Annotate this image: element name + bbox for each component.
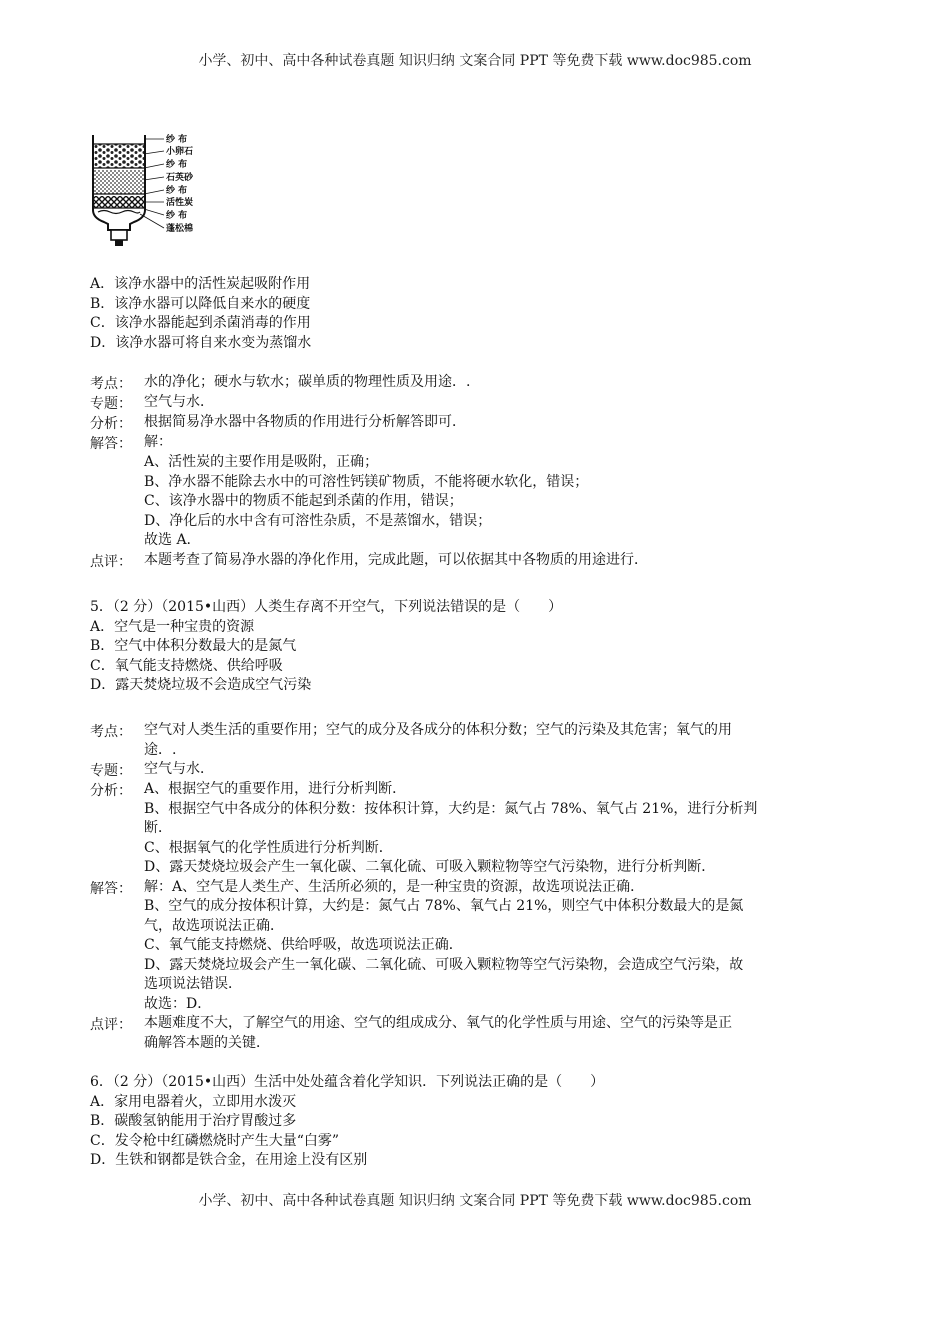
q4-solution — [90, 373, 870, 571]
page-header: 小学、初中、高中各种试卷真题 知识归纳 文案合同 PPT 等免费下载 www.doc985.com — [198, 53, 752, 69]
kaodian-label: 考点： — [90, 724, 132, 740]
option-b: B．碳酸氢钠能用于治疗胃酸过多 — [90, 1113, 297, 1129]
filter-label: 活性炭 — [166, 198, 194, 208]
jieda-line: 故选：D． — [144, 995, 212, 1012]
option-d: D．该净水器可将自来水变为蒸馏水 — [90, 334, 312, 351]
q5 — [90, 598, 562, 696]
jieda-label: 解答： — [90, 880, 132, 897]
question-stem: 6．（2 分）（2015•山西）生活中处处蕴含着化学知识．下列说法正确的是（ ） — [90, 1074, 605, 1090]
jieda-line: C、该净水器中的物质不能起到杀菌的作用，错误； — [144, 493, 463, 509]
option-a: A．空气是一种宝贵的资源 — [90, 618, 255, 635]
jieda-line: 气，故选项说法正确． — [144, 917, 284, 934]
filter-label: 纱 布 — [166, 186, 188, 196]
option-a: A．家用电器着火，立即用水泼灭 — [90, 1093, 297, 1110]
filter-label: 纱 布 — [166, 135, 188, 145]
option-c: C．氧气能支持燃烧、供给呼吸 — [90, 657, 283, 674]
kaodian-text: 空气对人类生活的重要作用；空气的成分及各成分的体积分数；空气的污染及其危害；氧气的用 — [144, 722, 732, 738]
jieda-line: C、氧气能支持燃烧、供给呼吸，故选项说法正确． — [144, 937, 463, 953]
jieda-line: 解：A、空气是人类生产、生活所必须的，是一种宝贵的资源，故选项说法正确． — [144, 878, 645, 895]
jieda-line: D、净化后的水中含有可溶性杂质，不是蒸馏水，错误； — [144, 512, 492, 529]
option-b: B．空气中体积分数最大的是氮气 — [90, 638, 297, 654]
zhuanti-label: 专题： — [90, 763, 132, 779]
option-d: D．露天焚烧垃圾不会造成空气污染 — [90, 677, 312, 693]
jieda-line: 选项说法错误． — [144, 976, 242, 992]
dianping-line: 确解答本题的关键． — [144, 1034, 270, 1051]
question-stem: 5．（2 分）（2015•山西）人类生存离不开空气，下列说法错误的是（ ） — [90, 599, 563, 615]
q5-solution — [90, 721, 870, 1053]
q6 — [90, 1073, 604, 1171]
kaodian-text: 水的净化；硬水与软水；碳单质的物理性质及用途．. — [144, 374, 471, 390]
dianping-line: 本题难度不大，了解空气的用途、空气的组成成分、氧气的化学性质与用途、空气的污染等是正 — [144, 1015, 732, 1031]
jieda-line: B、净水器不能除去水中的可溶性钙镁矿物质，不能将硬水软化，错误； — [144, 473, 589, 490]
kaodian-text: 途．. — [144, 741, 177, 758]
fenxi-text: 根据简易净水器中各物质的作用进行分析解答即可． — [144, 414, 466, 430]
option-c: C．该净水器能起到杀菌消毒的作用 — [90, 315, 311, 331]
dianping-label: 点评： — [90, 553, 132, 570]
jieda-label: 解答： — [90, 436, 132, 452]
water-filter-figure — [90, 130, 230, 250]
filter-label: 蓬松棉 — [166, 224, 194, 234]
page-footer: 小学、初中、高中各种试卷真题 知识归纳 文案合同 PPT 等免费下载 www.doc985.com — [198, 1193, 752, 1209]
zhuanti-text: 空气与水． — [144, 394, 214, 410]
fenxi-label: 分析： — [90, 416, 132, 432]
filter-label: 小卵石 — [166, 147, 194, 157]
q4-options — [90, 275, 311, 353]
fenxi-line: D、露天焚烧垃圾会产生一氧化碳、二氧化硫、可吸入颗粒物等空气污染物，进行分析判断． — [144, 859, 716, 875]
fenxi-line: C、根据氧气的化学性质进行分析判断． — [144, 839, 393, 856]
jieda-line: 解： — [144, 434, 172, 450]
jieda-line: B、空气的成分按体积计算，大约是：氮气占 78%、氧气占 21%，则空气中体积分数最大的是氮 — [144, 898, 744, 914]
jieda-line: D、露天焚烧垃圾会产生一氧化碳、二氧化硫、可吸入颗粒物等空气污染物，会造成空气污染，故 — [144, 956, 744, 973]
option-d: D．生铁和钢都是铁合金，在用途上没有区别 — [90, 1152, 368, 1168]
filter-label: 纱 布 — [166, 160, 188, 170]
option-b: B．该净水器可以降低自来水的硬度 — [90, 295, 311, 312]
zhuanti-label: 专题： — [90, 396, 132, 412]
kaodian-label: 考点： — [90, 376, 132, 392]
jieda-line: A、活性炭的主要作用是吸附，正确； — [144, 454, 379, 470]
zhuanti-text: 空气与水． — [144, 761, 214, 777]
option-a: A．该净水器中的活性炭起吸附作用 — [90, 276, 311, 292]
dianping-label: 点评： — [90, 1017, 132, 1033]
jieda-line: 故选 A. — [144, 532, 192, 548]
option-c: C．发令枪中红磷燃烧时产生大量“白雾” — [90, 1132, 340, 1149]
dianping-text: 本题考查了简易净水器的净化作用，完成此题，可以依据其中各物质的用途进行． — [144, 551, 648, 568]
filter-label: 纱 布 — [166, 211, 188, 221]
fenxi-line: B、根据空气中各成分的体积分数：按体积计算，大约是：氮气占 78%、氧气占 21%，进行分析判 — [144, 800, 758, 817]
filter-label: 石英砂 — [166, 173, 194, 183]
fenxi-label: 分析： — [90, 783, 132, 799]
fenxi-line: 断． — [144, 820, 172, 836]
fenxi-line: A、根据空气的重要作用，进行分析判断． — [144, 781, 407, 797]
